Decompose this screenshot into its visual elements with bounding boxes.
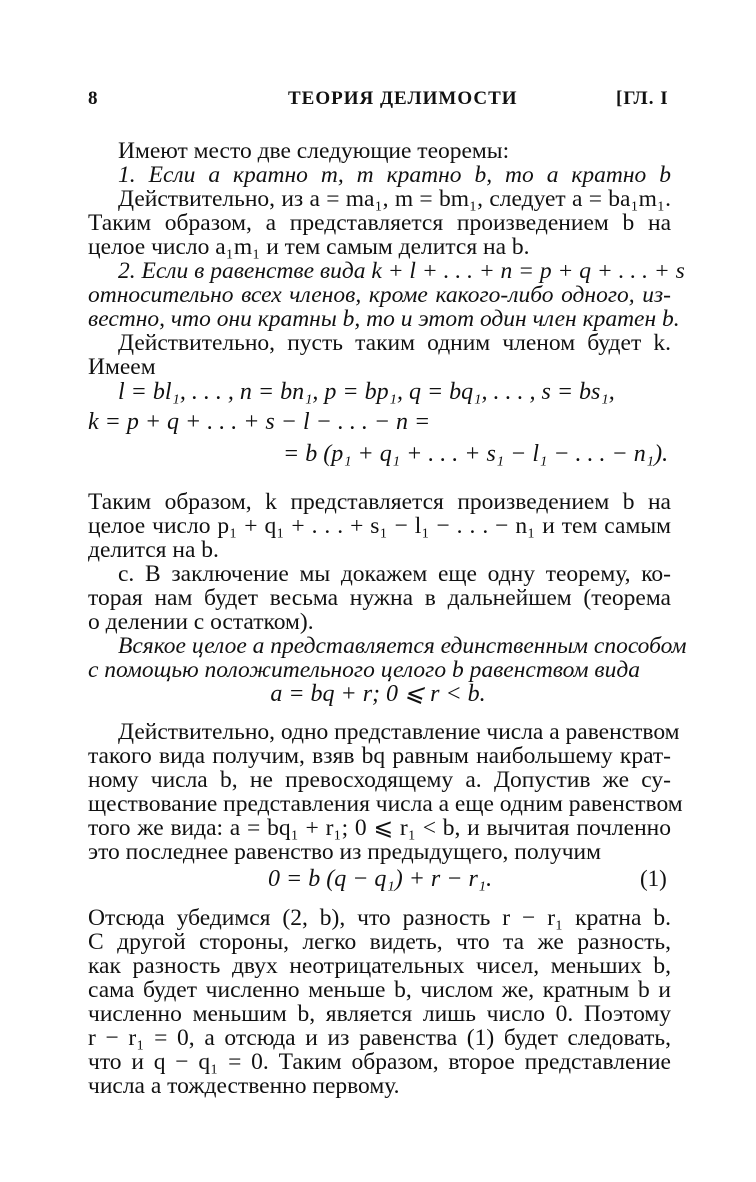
text-line: Таким образом, a представляется произведением b на (88, 210, 671, 236)
theorem-3: Всякое целое a представляется единственным способом (118, 633, 687, 659)
text-line: r − r₁ = 0, а отсюда и из равенства (1) будет следовать, (88, 1025, 671, 1051)
theorem-2-line: относительно всех членов, кроме какого-либо одного, из- (88, 282, 671, 308)
text-line: как разность двух неотрицательных чисел, меньших b, (88, 953, 671, 979)
formula-line: l = bl₁, . . . , n = bn₁, p = bp₁, q = bq₁, . . . , s = bs₁, (118, 379, 615, 405)
text-line: что и q − q₁ = 0. Таким образом, второе представление (88, 1049, 671, 1075)
text-line: ному числа b, не превосходящему a. Допустив же су- (88, 767, 671, 793)
text-line: целое число p₁ + q₁ + . . . + s₁ − l₁ − . . . − n₁ и тем самым (88, 513, 671, 539)
theorem-3-line: с помощью положительного целого b равенством вида (88, 657, 640, 683)
text-line: делится на b. (88, 537, 219, 563)
text-line: о делении с остатком). (88, 609, 314, 635)
formula-equation-1: 0 = b (q − q₁) + r − r₁. (268, 866, 493, 892)
formula-line: = b (p₁ + q₁ + . . . + s₁ − l₁ − . . . − n₁). (283, 441, 669, 467)
text-line: числа a тождественно первому. (88, 1073, 400, 1099)
equation-number: (1) (640, 866, 667, 891)
text-line: Действительно, из a = ma₁, m = bm₁, следует a = ba₁m₁. (118, 186, 671, 212)
text-line: С другой стороны, легко видеть, что та же разность, (88, 929, 671, 955)
text-line: Действительно, пусть таким одним членом будет k. (118, 330, 671, 356)
formula-line: k = p + q + . . . + s − l − . . . − n = (88, 409, 431, 435)
text-line: Имеем (88, 354, 156, 380)
running-title: ТЕОРИЯ ДЕЛИМОСТИ (288, 88, 518, 109)
chapter-label: [ГЛ. I (616, 88, 669, 109)
text-line: c. В заключение мы докажем еще одну теорему, ко- (118, 561, 671, 587)
text-line: такого вида получим, взяв bq равным наибольшему крат- (88, 743, 671, 769)
theorem-1: 1. Если a кратно m, m кратно b, то a кратно b (118, 162, 671, 188)
text-line: Таким образом, k представляется произведением b на (88, 489, 671, 515)
text-line: того же вида: a = bq₁ + r₁; 0 ⩽ r₁ < b, и вычитая почленно (88, 815, 671, 841)
theorem-2: 2. Если в равенстве вида k + l + . . . + n = p + q + . . . + s (118, 258, 685, 284)
text-line: Имеют место две следующие теоремы: (118, 138, 510, 164)
text-line: торая нам будет весьма нужна в дальнейшем (теорема (88, 585, 671, 611)
theorem-2-line: вестно, что они кратны b, то и этот один член кратен b. (88, 306, 680, 332)
text-line: Отсюда убедимся (2, b), что разность r − r₁ кратна b. (88, 905, 671, 931)
text-line: это последнее равенство из предыдущего, получим (88, 839, 602, 865)
page-number: 8 (88, 88, 99, 109)
formula-division: a = bq + r; 0 ⩽ r < b. (270, 681, 486, 707)
text-line: целое число a₁m₁ и тем самым делится на b. (88, 234, 530, 260)
text-line: ществование представления числа a еще одним равенством (88, 791, 683, 817)
text-line: сама будет численно меньше b, числом же, кратным b и (88, 977, 671, 1003)
text-line: численно меньшим b, является лишь число 0. Поэтому (88, 1001, 671, 1027)
text-line: Действительно, одно представление числа a равенством (118, 719, 680, 745)
